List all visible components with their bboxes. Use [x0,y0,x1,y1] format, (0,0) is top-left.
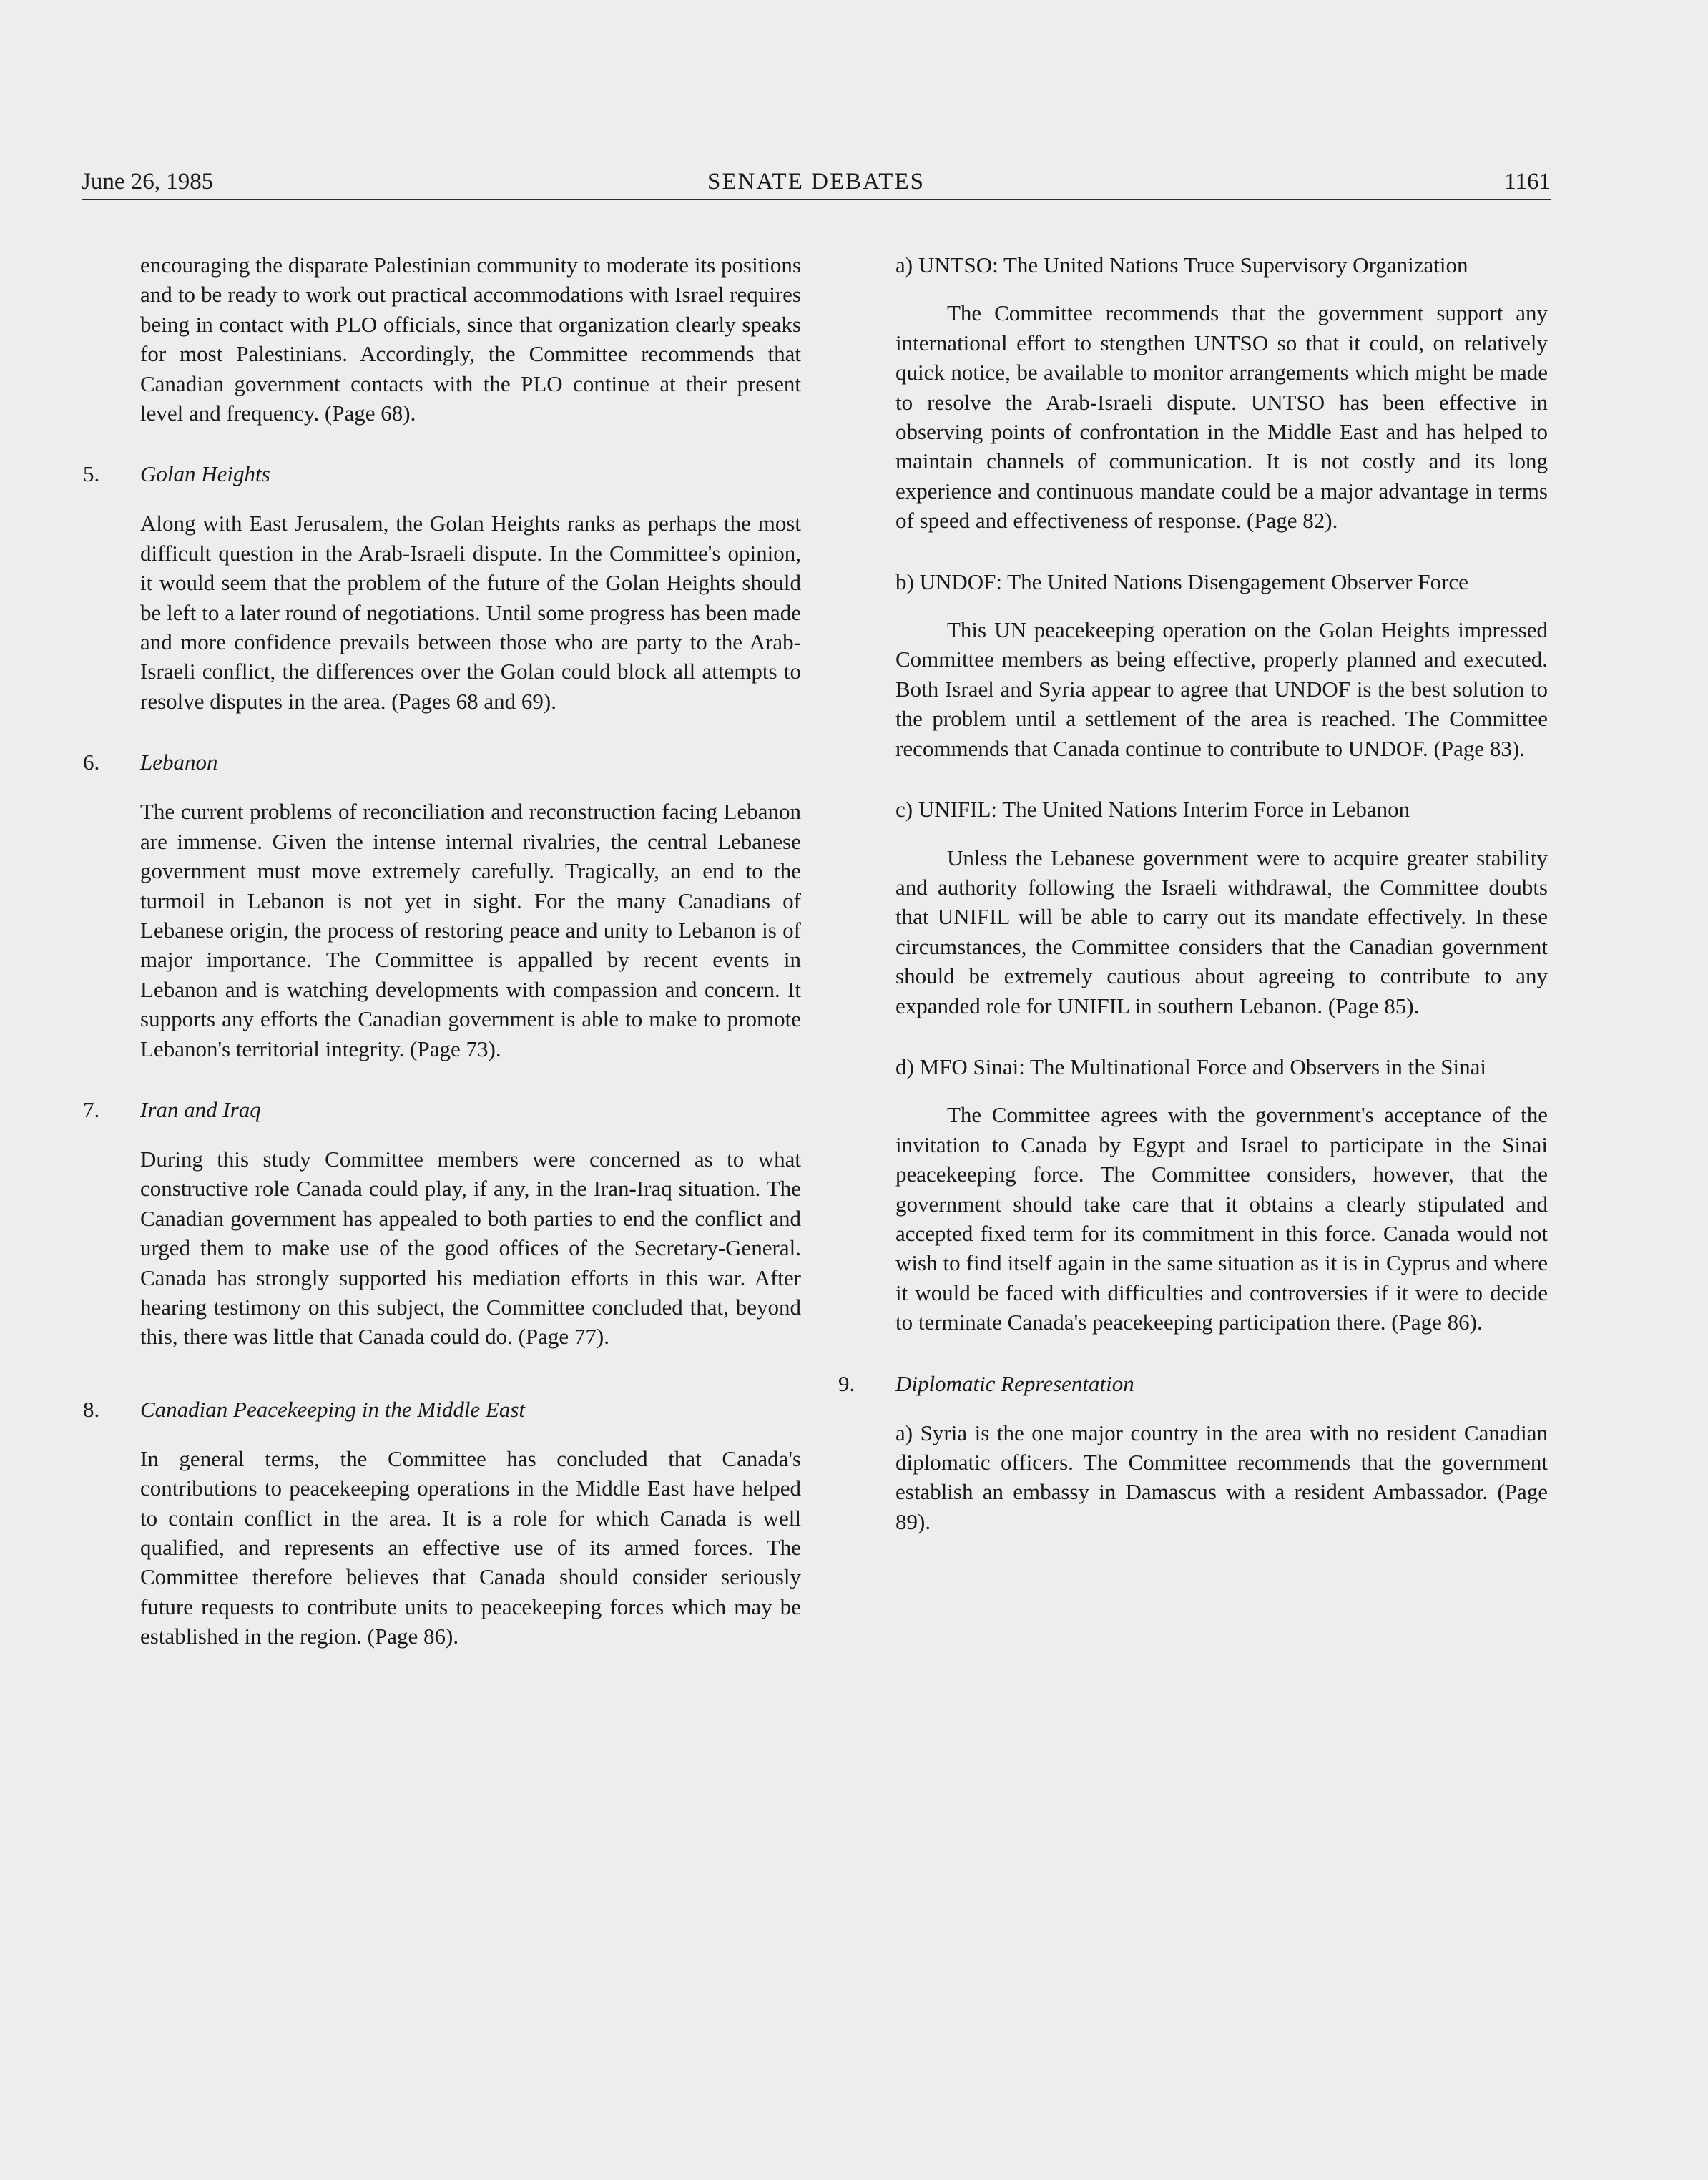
section-paragraph: Along with East Jerusalem, the Golan Heights ranks as perhaps the most difficult question in the Arab-Israeli dispute. In the Committee's opinion, it would seem that the problem of the future of the Golan Heights should be left to a later round of negotiations. Until some progress has been made and more confidence prevails between those who are party to the Arab-Israeli conflict, the differences over the Golan could block all attempts to resolve disputes in the area. (Pages 68 and 69). [140,511,801,714]
subsection-paragraph: The Committee recommends that the government support any international effort to stengthen UNTSO so that it could, on relatively quick notice, be available to monitor arrangements which might be made to resolve the Arab-Israeli dispute. UNTSO has been effective in observing points of confrontation in the Middle East and has helped to maintain channels of communication. It is not costly and its long experience and continuous mandate could be a major advantage in terms of speed and effectiveness of response. (Page 82). [895,300,1548,534]
subsection-paragraph: This UN peacekeeping operation on the Golan Heights impressed Committee members as being effective, properly planned and executed. Both Israel and Syria appear to agree that UNDOF is the best solution to the problem until a settlement of the area is reached. The Committee recommends that Canada continue to contribute to UNDOF. (Page 83). [895,617,1548,761]
header-title: SENATE DEBATES [707,169,925,195]
section-heading-9 [838,1369,1548,1398]
section-heading-5 [83,459,801,488]
section-paragraph: In general terms, the Committee has concluded that Canada's contributions to peacekeeping operations in the Middle East have helped to contain conflict in the area. It is a role for which Canada is well qualified, and represents an effective use of its armed forces. The Committee therefore believes that Canada should consider seriously future requests to contribute units to peacekeeping forces which may be established in the region. (Page 86). [140,1445,801,1649]
section-heading-6 [83,747,801,777]
page-header [82,163,1551,200]
subsection-paragraph: Unless the Lebanese government were to acquire greater stability and authority following the Israeli withdrawal, the Committee doubts that UNIFIL will be able to carry out its mandate effectively. In these circumstances, the Committee considers that the Canadian government should be extremely cautious about agreeing to contribute to any expanded role for UNIFIL in southern Lebanon. (Page 85). [895,845,1548,1018]
section-title: Canadian Peacekeeping in the Middle East [140,1396,526,1422]
section-title: Diplomatic Representation [895,1370,1134,1396]
subsection-heading-undof: b) UNDOF: The United Nations Disengagement Observer Force [895,569,1468,594]
subsection-heading-unifil: c) UNIFIL: The United Nations Interim Force in Lebanon [895,797,1410,823]
subsection-heading-mfo-sinai: d) MFO Sinai: The Multinational Force and Observers in the Sinai [895,1054,1486,1079]
section-heading-8 [83,1395,801,1424]
section-paragraph: a) Syria is the one major country in the area with no resident Canadian diplomatic officers. The Committee recommends that the government establish an embassy in Damascus with a resident Ambassador. (Page 89). [895,1420,1548,1534]
section-number: 9. [838,1370,855,1396]
section-paragraph: During this study Committee members were concerned as to what constructive role Canada could play, if any, in the Iran-Iraq situation. The Canadian government has appealed to both parties to end the conflict and urged them to make use of the good offices of the Secretary-General. Canada has strongly supported his mediation efforts in this war. After hearing testimony on this subject, the Committee concluded that, beyond this, there was little that Canada could do. (Page 77). [140,1146,801,1350]
section-number: 6. [83,750,100,775]
section-paragraph: The current problems of reconciliation and reconstruction facing Lebanon are immense. Given the intense internal rivalries, the central Lebanese government must move extremely carefully. Tragically, an end to the turmoil in Lebanon is not yet in sight. For the many Canadians of Lebanese origin, the process of restoring peace and unity to Lebanon is of major importance. The Committee is appalled by recent events in Lebanon and is watching developments with compassion and concern. It supports any efforts the Canadian government is able to make to promote Lebanon's territorial integrity. (Page 73). [140,799,801,1061]
section-heading-7 [83,1095,801,1124]
section-title: Lebanon [140,750,218,775]
section-title: Iran and Iraq [140,1096,261,1122]
section-title: Golan Heights [140,461,270,487]
section-number: 5. [83,461,100,487]
header-page-number: 1161 [1504,169,1551,195]
left-column [83,250,801,1651]
right-column [838,250,1548,1536]
intro-paragraph: encouraging the disparate Palestinian community to moderate its positions and to be ready to work out practical accommodations with Israel requires being in contact with PLO officials, since that organization clearly speaks for most Palestinians. Accordingly, the Committee recommends that Canadian government contacts with the PLO continue at their present level and frequency. (Page 68). [140,252,801,426]
subsection-heading-untso: a) UNTSO: The United Nations Truce Supervisory Organization [895,252,1468,278]
subsection-paragraph: The Committee agrees with the government's acceptance of the invitation to Canada by Egypt and Israel to participate in the Sinai peacekeeping force. The Committee considers, however, that the government should take care that it obtains a clearly stipulated and accepted fixed term for its commitment in this force. Canada would not wish to find itself again in the same situation as it is in Cyprus and where it would be faced with difficulties and controversies if it were to decide to terminate Canada's peacekeeping participation there. (Page 86). [895,1102,1548,1335]
header-date: June 26, 1985 [82,169,214,195]
section-number: 7. [83,1096,100,1122]
section-number: 8. [83,1396,100,1422]
